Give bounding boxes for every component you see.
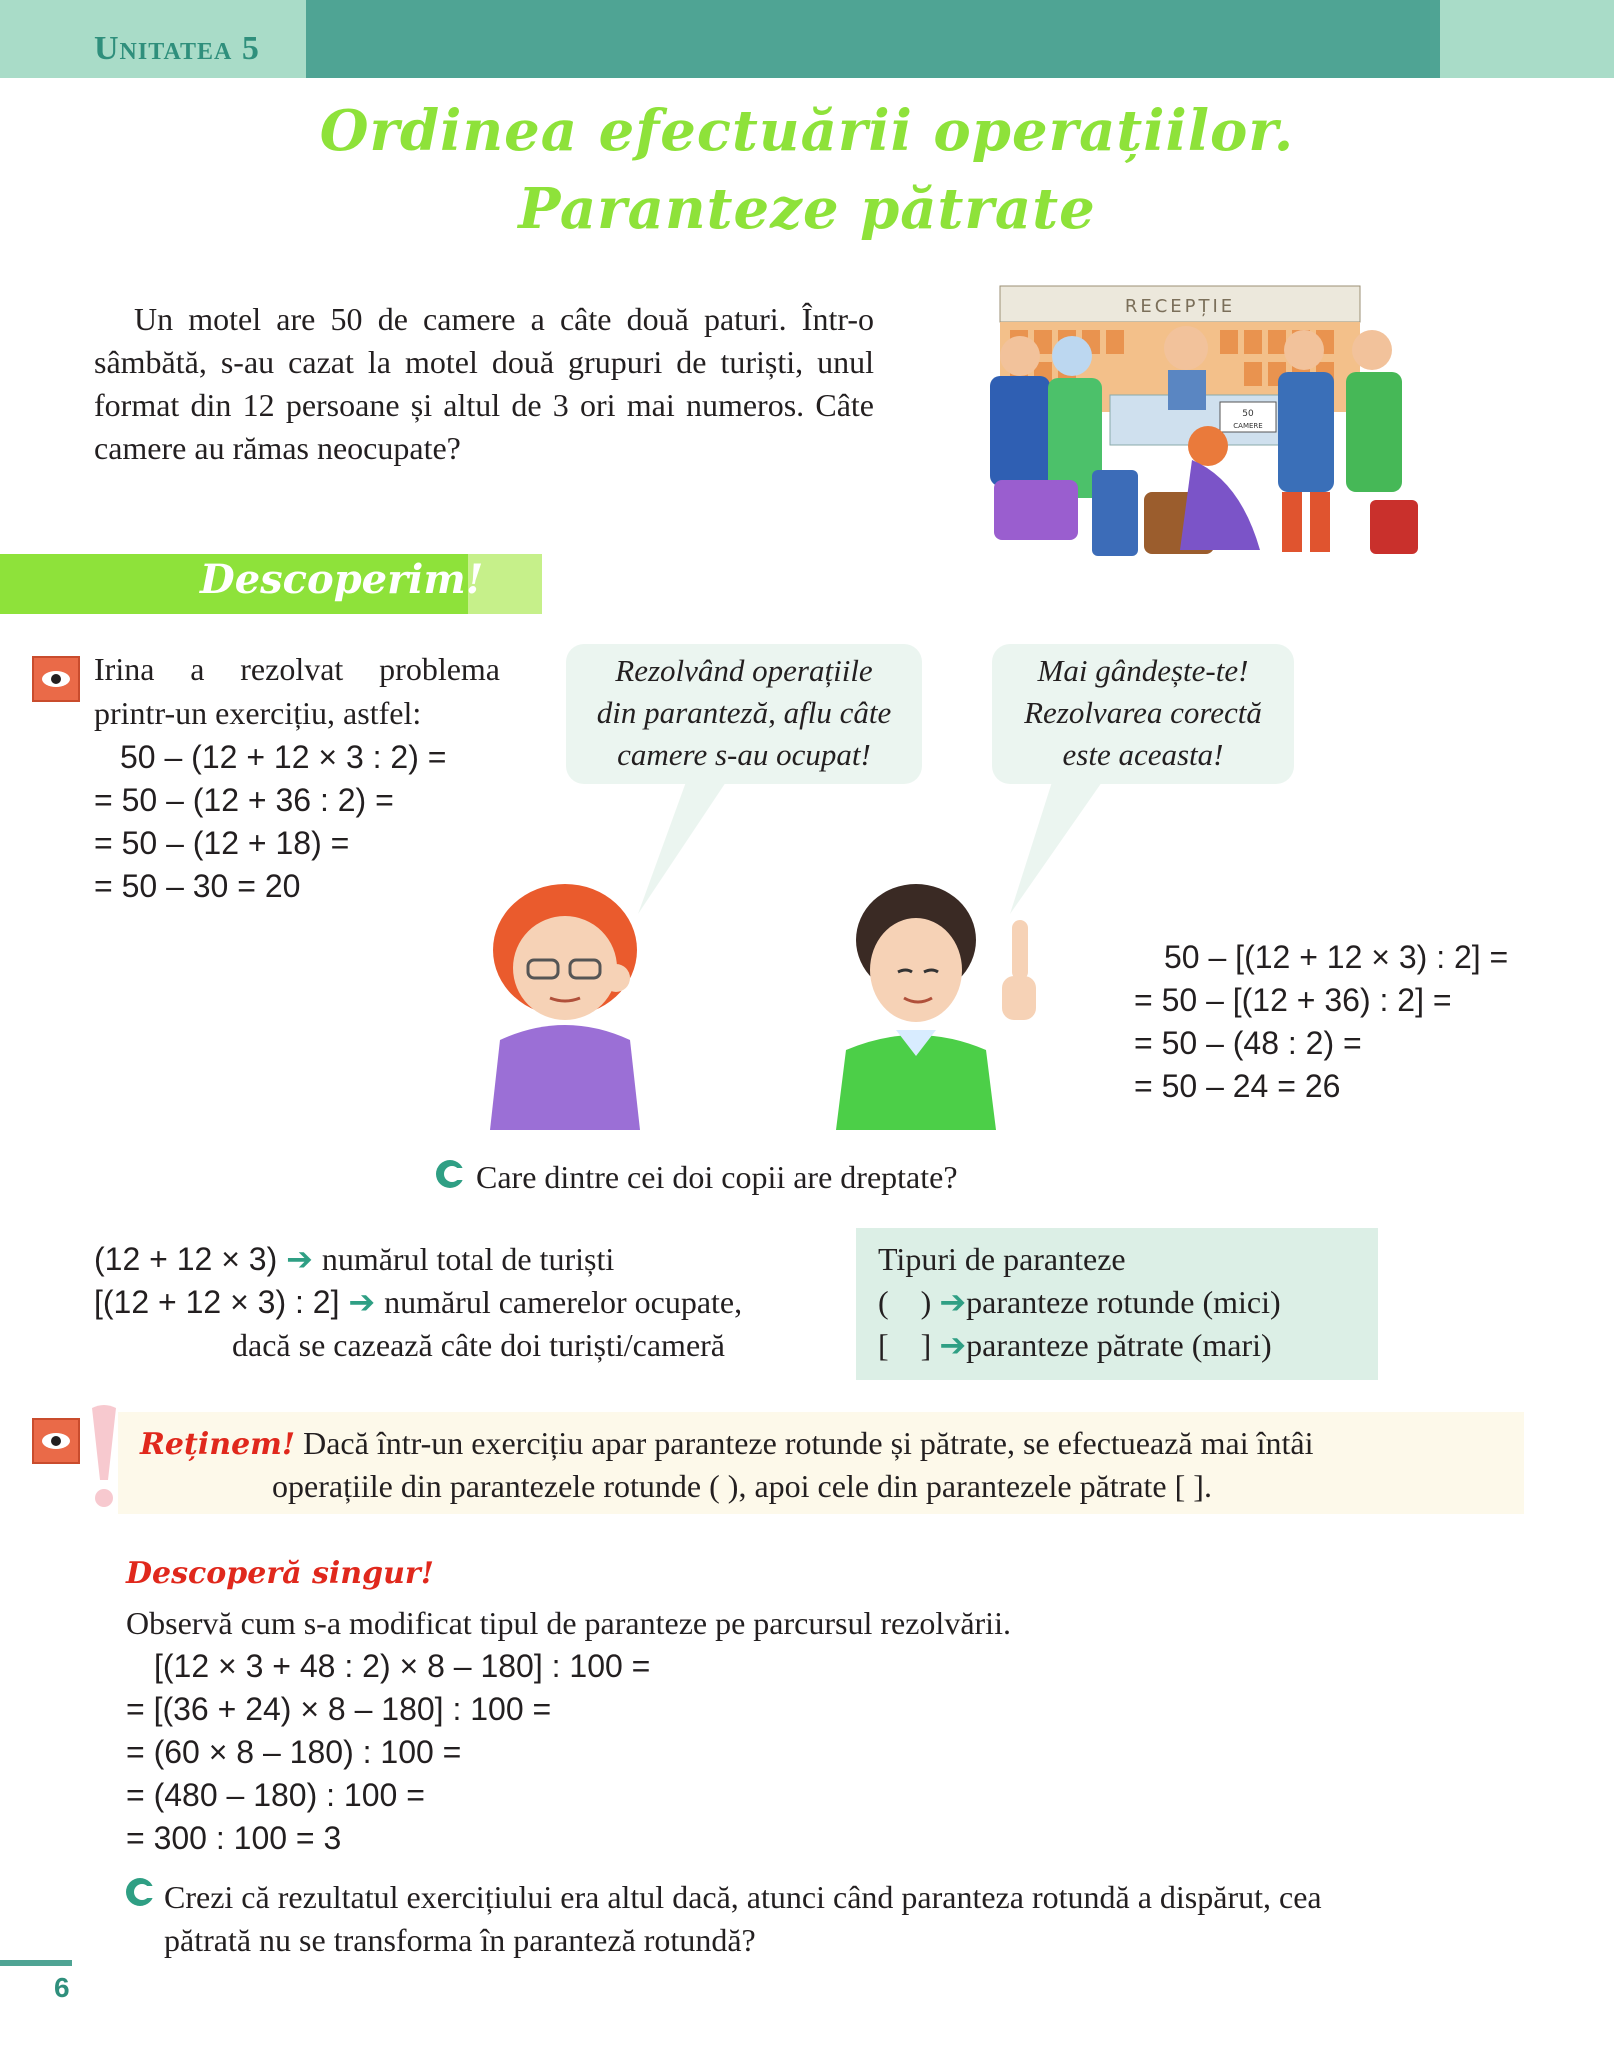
header-band-center: [306, 0, 1440, 78]
question-icon: [124, 1876, 156, 1908]
explanation-2: [94, 1281, 742, 1324]
discover-step-3: = (60 × 8 – 180) : 100 =: [126, 1734, 462, 1770]
eye-icon: [32, 1418, 80, 1464]
discover-step-5: = 300 : 100 = 3: [126, 1820, 342, 1856]
bubble-boy-text: [992, 650, 1294, 776]
irina-intro-line2: printr-un exercițiu, astfel:: [94, 695, 422, 731]
eye-icon: [32, 656, 80, 702]
discover-instruction: Observă cum s-a modificat tipul de paranteze pe parcursul rezolvării.: [126, 1605, 1011, 1641]
question-2-line1: Crezi că rezultatul exercițiului era altul dacă, atunci când paranteza rotundă a dispărut, cea: [164, 1879, 1322, 1915]
square-paren-symbol: [ ]: [878, 1327, 932, 1363]
remember-line1: [140, 1422, 1313, 1466]
card-text: CAMERE: [1233, 422, 1263, 430]
unit-label: Unitatea 5: [94, 30, 260, 67]
paren-type-square: [878, 1324, 1272, 1367]
explanation-1-meaning: numărul total de turiști: [321, 1241, 615, 1277]
girl-illustration: [460, 880, 670, 1130]
correct-step-1: 50 – [(12 + 12 × 3) : 2] =: [1164, 939, 1509, 975]
bubble-girl-line-2: din paranteză, aflu câte: [596, 695, 892, 730]
bubble-boy-line-2: Rezolvarea corectă: [1024, 695, 1262, 730]
boy-illustration: [816, 880, 1066, 1130]
round-paren-symbol: ( ): [878, 1284, 932, 1320]
explanation-1: [94, 1238, 614, 1281]
irina-step-1: 50 – (12 + 12 × 3 : 2) =: [120, 739, 447, 775]
lesson-title-line2: Paranteze pătrate: [518, 176, 1096, 242]
discover-alone-label: Descoperă singur!: [126, 1556, 434, 1591]
correct-step-2: = 50 – [(12 + 36) : 2] =: [1134, 982, 1452, 1018]
paren-type-round: [878, 1281, 1281, 1324]
question-2-line2: pătrată nu se transforma în paranteză rotundă?: [164, 1922, 756, 1958]
problem-statement: Un motel are 50 de camere a câte două paturi. Într-o sâmbătă, s-au cazat la motel două grupuri de turiști, unul format din 12 persoane și altul de 3 ori mai numeros. Câte camere au rămas neocupate?: [94, 301, 874, 466]
page-number-rule: [0, 1960, 72, 1966]
irina-intro-line1: Irina a rezolvat problema: [94, 651, 500, 687]
bubble-girl-line-1: Rezolvând operațiile: [615, 653, 873, 688]
discover-step-2: = [(36 + 24) × 8 – 180] : 100 =: [126, 1691, 552, 1727]
arrow-right-icon: ➔: [348, 1283, 376, 1321]
irina-step-3: = 50 – (12 + 18) =: [94, 825, 350, 861]
bubble-girl-line-3: camere s-au ocupat!: [617, 737, 871, 772]
exclamation-icon: [86, 1402, 122, 1512]
remember-line2: operațiile din parantezele rotunde ( ), apoi cele din parantezele pătrate [ ].: [272, 1468, 1212, 1504]
card-number: 50: [1242, 409, 1254, 419]
remember-label: Reținem!: [140, 1427, 296, 1462]
square-paren-label: paranteze pătrate (mari): [966, 1327, 1272, 1363]
header-band-right: [1440, 0, 1614, 78]
bubble-boy-line-3: este aceasta!: [1062, 737, 1224, 772]
arrow-right-icon: ➔: [939, 1326, 967, 1364]
lesson-title-line1: Ordinea efectuării operațiilor.: [319, 98, 1295, 164]
discover-step-4: = (480 – 180) : 100 =: [126, 1777, 425, 1813]
reception-illustration: [960, 280, 1440, 580]
irina-step-2: = 50 – (12 + 36 : 2) =: [94, 782, 394, 818]
explanation-2-expr: [(12 + 12 × 3) : 2]: [94, 1284, 340, 1320]
correct-step-4: = 50 – 24 = 26: [1134, 1068, 1341, 1104]
question-who-is-right: Care dintre cei doi copii are dreptate?: [476, 1159, 958, 1195]
discover-step-1: [(12 × 3 + 48 : 2) × 8 – 180] : 100 =: [154, 1648, 651, 1684]
question-icon: [434, 1158, 466, 1190]
round-paren-label: paranteze rotunde (mici): [966, 1284, 1281, 1320]
bubble-girl-text: [566, 650, 922, 776]
bubble-boy-line-1: Mai gândește-te!: [1037, 653, 1249, 688]
explanation-2-meaning: numărul camerelor ocupate,: [384, 1284, 743, 1320]
arrow-right-icon: ➔: [286, 1240, 313, 1278]
paren-types-title: Tipuri de paranteze: [878, 1241, 1126, 1277]
discover-banner-label: Descoperim!: [200, 556, 484, 603]
reception-sign: RECEPȚIE: [1124, 296, 1236, 317]
page-number: 6: [54, 1972, 70, 2003]
remember-text-1: Dacă într-un exercițiu apar paranteze rotunde și pătrate, se efectuează mai întâi: [303, 1425, 1314, 1461]
arrow-right-icon: ➔: [939, 1283, 967, 1321]
explanation-2-continuation: dacă se cazează câte doi turiști/cameră: [232, 1327, 725, 1363]
irina-step-4: = 50 – 30 = 20: [94, 868, 301, 904]
correct-step-3: = 50 – (48 : 2) =: [1134, 1025, 1362, 1061]
explanation-1-expr: (12 + 12 × 3): [94, 1241, 278, 1277]
